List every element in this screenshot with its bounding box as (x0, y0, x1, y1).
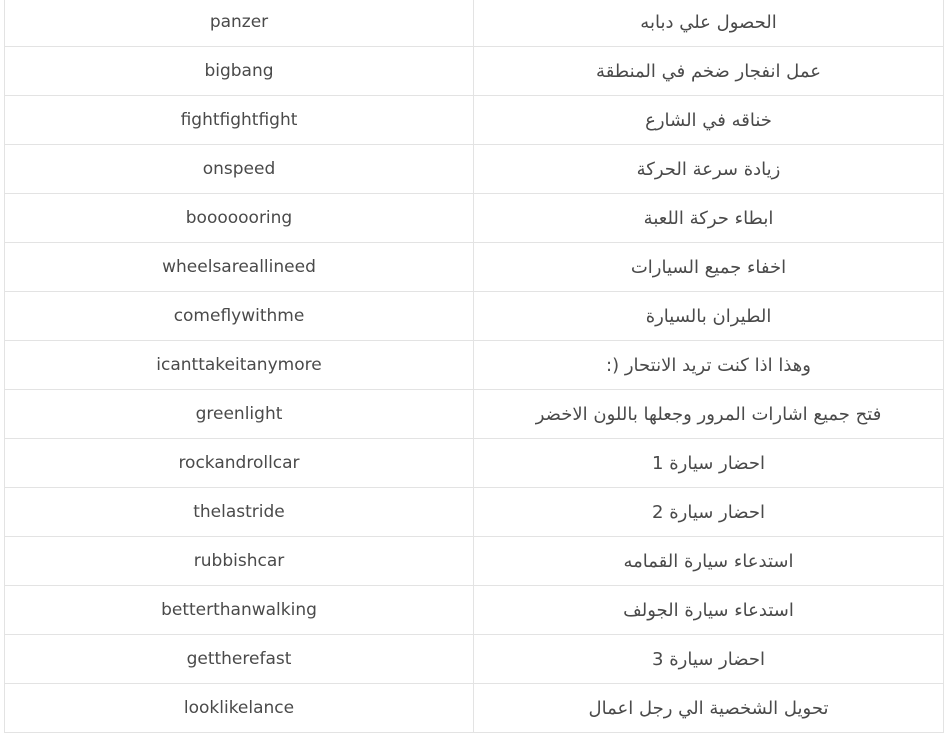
cheat-code-cell: panzer (5, 0, 474, 46)
cheat-code-cell: gettherefast (5, 635, 474, 683)
cheat-code-cell: booooooring (5, 194, 474, 242)
cheat-description-cell: زيادة سرعة الحركة (636, 158, 781, 180)
cheat-code-cell: bigbang (5, 47, 474, 95)
cheat-code-cell: greenlight (5, 390, 474, 438)
cheat-code-cell: comeflywithme (5, 292, 474, 340)
table-row (5, 635, 943, 684)
cheat-description-cell: الطيران بالسيارة (645, 305, 772, 327)
table-row (5, 194, 943, 243)
table-row (5, 439, 943, 488)
cheat-description-cell: خناقه في الشارع (645, 109, 772, 131)
cheat-code-cell: fightfightfight (5, 96, 474, 144)
cheat-description-cell: الحصول علي دبابه (640, 11, 777, 33)
cheat-description-cell: عمل انفجار ضخم في المنطقة (596, 60, 821, 82)
cheat-code-cell: wheelsareallineed (5, 243, 474, 291)
cheat-code-cell: onspeed (5, 145, 474, 193)
cheat-description-cell: اخفاء جميع السيارات (630, 256, 787, 278)
cheat-code-cell: looklikelance (5, 684, 474, 732)
cheat-description-cell: فتح جميع اشارات المرور وجعلها باللون الاخضر (535, 403, 882, 425)
cheat-code-cell: rubbishcar (5, 537, 474, 585)
cheat-code-cell: rockandrollcar (5, 439, 474, 487)
cheat-codes-table (4, 0, 944, 733)
cheat-description-cell: ابطاء حركة اللعبة (643, 207, 774, 229)
table-row (5, 0, 943, 47)
table-row (5, 684, 943, 733)
cheat-code-cell: betterthanwalking (5, 586, 474, 634)
cheat-description-cell: احضار سيارة 1 (652, 452, 765, 474)
cheat-description-cell: تحويل الشخصية الي رجل اعمال (588, 697, 829, 719)
cheat-description-cell: استدعاء سيارة الجولف (623, 599, 794, 621)
table-row (5, 292, 943, 341)
table-row (5, 390, 943, 439)
cheat-description-cell: استدعاء سيارة القمامه (623, 550, 794, 572)
table-row (5, 145, 943, 194)
cheat-code-cell: icanttakeitanymore (5, 341, 474, 389)
table-row (5, 341, 943, 390)
table-row (5, 96, 943, 145)
cheat-description-cell: وهذا اذا كنت تريد الانتحار (: (606, 354, 811, 376)
table-row (5, 488, 943, 537)
table-row (5, 243, 943, 292)
table-row (5, 47, 943, 96)
cheat-description-cell: احضار سيارة 3 (652, 648, 765, 670)
cheat-code-cell: thelastride (5, 488, 474, 536)
cheat-description-cell: احضار سيارة 2 (652, 501, 765, 523)
table-row (5, 586, 943, 635)
table-row (5, 537, 943, 586)
